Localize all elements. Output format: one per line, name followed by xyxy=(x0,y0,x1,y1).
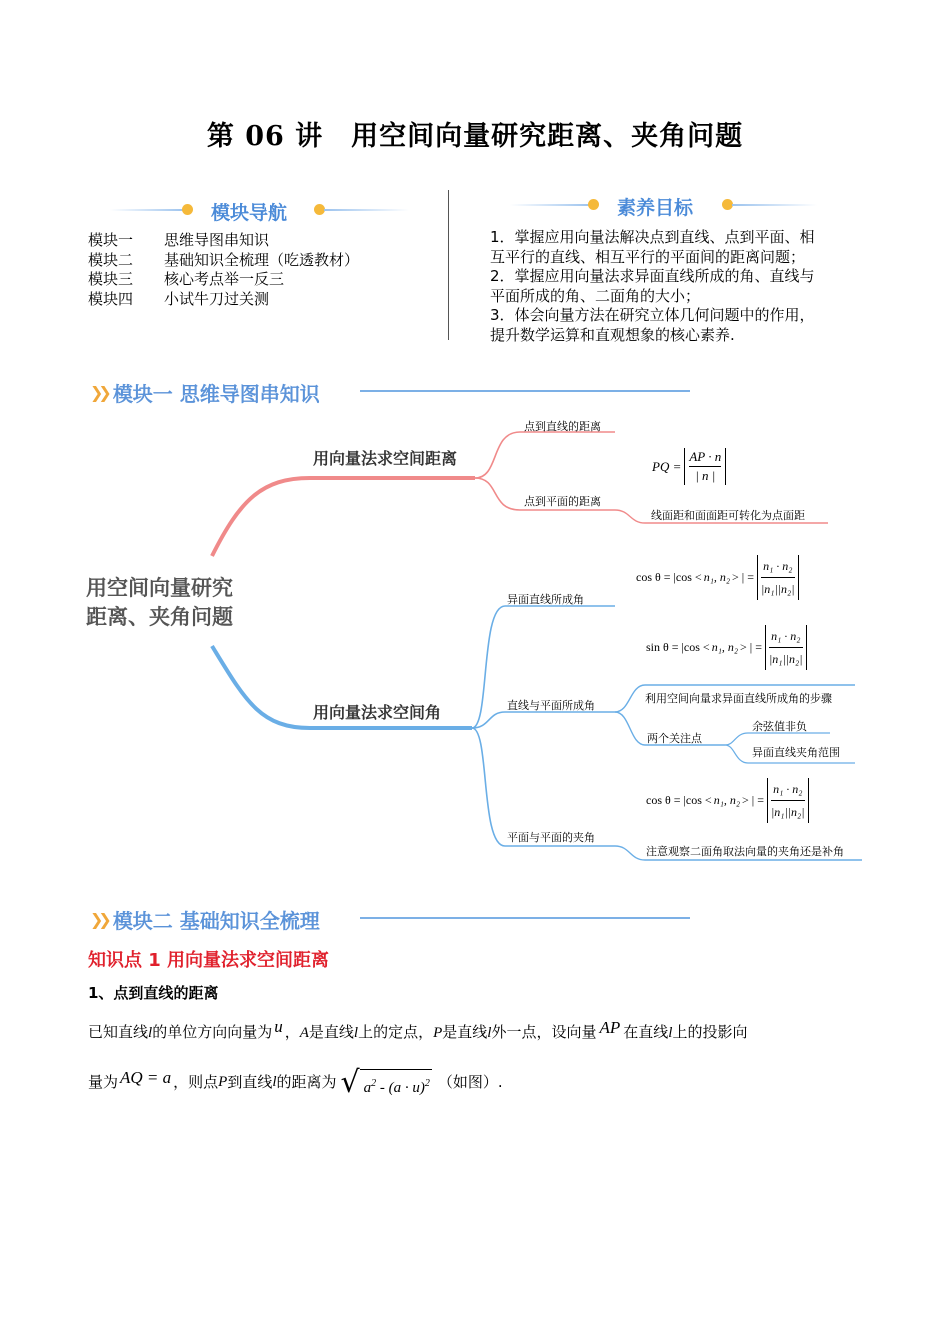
text: 上的投影向 xyxy=(672,1023,748,1041)
text: （如图）. xyxy=(437,1073,503,1091)
module1-heading-text: 模块一 思维导图串知识 xyxy=(112,382,320,406)
section-heading: 1、点到直线的距离 xyxy=(88,984,219,1002)
mindmap-plane-note: 线面距和面面距可转化为点面距 xyxy=(651,509,805,522)
nav-item-key: 模块二 xyxy=(88,250,134,269)
module1-line xyxy=(360,390,690,392)
formula-a: a xyxy=(363,1080,372,1096)
formula-abs-bar xyxy=(765,625,807,670)
text: ，则点 xyxy=(173,1073,219,1091)
text: 外一点，设向量 xyxy=(491,1023,597,1041)
goal-line: 互平行的直线、相互平行的平面间的距离问题； xyxy=(490,247,806,266)
formula-numerator: n₁ · n₂ xyxy=(769,625,803,648)
column-divider xyxy=(448,190,449,340)
mindmap-dihedral-note: 注意观察二面角取法向量的夹角还是补角 xyxy=(646,845,844,858)
module2-line xyxy=(360,917,690,919)
goals-heading: 素养目标 xyxy=(617,197,694,219)
nav-item-text: 思维导图串知识 xyxy=(164,231,270,249)
nav-list xyxy=(88,231,359,309)
var-u: u xyxy=(274,1017,283,1036)
nav-line-right xyxy=(324,209,409,211)
double-chevron-icon: ❯❯ xyxy=(90,910,107,929)
mindmap-attention2: 异面直线夹角范围 xyxy=(752,746,840,759)
formula-pq xyxy=(652,448,726,485)
formula-denominator: |n₁||n₂| xyxy=(770,805,805,819)
text: 已知直线 xyxy=(88,1023,149,1041)
module2-heading-text: 模块二 基础知识全梳理 xyxy=(112,909,320,933)
nav-item[interactable] xyxy=(88,251,359,271)
goal-line: 3．体会向量方法在研究立体几何问题中的作用， xyxy=(490,306,815,324)
nav-line-left xyxy=(110,209,185,211)
goals-line-right xyxy=(732,204,817,206)
page-title: 第 06 讲 用空间向量研究距离、夹角问题 xyxy=(206,121,744,152)
text: 量为 xyxy=(88,1073,119,1091)
formula-abs-bar xyxy=(767,778,809,823)
nav-item[interactable] xyxy=(88,231,359,251)
text: 的距离为 xyxy=(276,1073,337,1091)
formula-numerator: AP · n xyxy=(689,448,721,467)
mindmap-plane-plane-angle: 平面与平面的夹角 xyxy=(507,831,595,844)
sqrt-formula xyxy=(340,1065,432,1100)
mindmap-root-line: 用空间向量研究 xyxy=(86,576,233,600)
formula-left: cos θ = |cos < xyxy=(646,793,712,807)
knowledge-point-heading: 知识点 1 用向量法求空间距离 xyxy=(88,950,330,971)
formula-denominator: |n₁||n₂| xyxy=(768,652,803,666)
var-P: P xyxy=(433,1025,443,1041)
var-l: l xyxy=(487,1025,492,1041)
goal-line: 2．掌握应用向量法求异面直线所成的角、直线与 xyxy=(490,267,815,285)
formula-cos-skew xyxy=(636,555,799,600)
mindmap-root xyxy=(86,574,233,632)
var-l: l xyxy=(668,1025,673,1041)
nav-item[interactable] xyxy=(88,270,359,290)
formula-numerator: n₁ · n₂ xyxy=(761,555,795,578)
formula-right: > | = xyxy=(742,793,764,807)
formula-sup: 2 xyxy=(424,1078,430,1089)
formula-abs-bar xyxy=(684,448,726,485)
mindmap-edge-line-plane xyxy=(472,712,615,728)
var-l: l xyxy=(353,1025,359,1041)
formula-left: sin θ = |cos < xyxy=(646,640,710,654)
nav-item-key: 模块一 xyxy=(88,231,134,249)
mindmap-point-line: 点到直线的距离 xyxy=(524,420,601,433)
goal-line: 平面所成的角、二面角的大小； xyxy=(490,286,701,305)
mindmap-branch-angle: 用向量法求空间角 xyxy=(313,703,442,722)
mindmap-line-plane-angle: 直线与平面所成角 xyxy=(507,699,595,712)
var-l: l xyxy=(272,1074,277,1090)
formula-vectors: n₁, n₂ xyxy=(711,640,739,654)
text: 是直线 xyxy=(442,1023,488,1041)
nav-heading: 模块导航 xyxy=(211,202,288,224)
sqrt-icon: √ xyxy=(340,1065,360,1100)
double-chevron-icon: ❯❯ xyxy=(90,383,107,402)
sqrt-body xyxy=(360,1069,432,1098)
formula-vectors: n₁, n₂ xyxy=(713,793,741,807)
nav-item[interactable] xyxy=(88,290,359,310)
mindmap-edge-point-line xyxy=(475,432,615,478)
mindmap-root-line: 距离、夹角问题 xyxy=(86,605,233,629)
mindmap-attention1: 余弦值非负 xyxy=(752,720,807,733)
text: ， xyxy=(284,1023,300,1041)
nav-item-text: 小试牛刀过关测 xyxy=(164,289,270,308)
var-l: l xyxy=(148,1025,153,1041)
formula-right: > | = xyxy=(732,570,754,584)
goals-dot-left xyxy=(588,199,599,210)
var-AQ: AQ = a xyxy=(120,1068,172,1087)
nav-item-key: 模块四 xyxy=(88,289,134,308)
formula-abs-bar xyxy=(757,555,799,600)
formula-numerator: n₁ · n₂ xyxy=(771,778,805,801)
goal-line: 提升数学运算和直观想象的核心素养. xyxy=(490,325,735,344)
formula-mid: - (a · u) xyxy=(379,1080,425,1096)
formula-sup: 2 xyxy=(371,1078,377,1089)
formula-sin xyxy=(646,625,807,670)
mindmap-skew-angle: 异面直线所成角 xyxy=(507,593,584,606)
formula-cos-dihedral xyxy=(646,778,809,823)
text: 到直线 xyxy=(227,1073,273,1091)
text: 上的定点， xyxy=(358,1023,434,1041)
formula-left: cos θ = |cos < xyxy=(636,570,702,584)
nav-item-key: 模块三 xyxy=(88,270,134,288)
goals-list xyxy=(490,228,870,345)
formula-right: > | = xyxy=(740,640,762,654)
mindmap-branch-distance: 用向量法求空间距离 xyxy=(313,449,458,468)
var-AP: AP xyxy=(599,1018,621,1037)
formula-pq-label: PQ = xyxy=(652,458,682,474)
paragraph-line xyxy=(88,1065,868,1100)
nav-item-text: 基础知识全梳理（吃透教材） xyxy=(164,250,360,269)
mindmap-attention: 两个关注点 xyxy=(647,732,702,745)
text: 在直线 xyxy=(623,1023,669,1041)
formula-vectors: n₁, n₂ xyxy=(703,570,731,584)
paragraph-line xyxy=(88,1018,868,1047)
var-A: A xyxy=(299,1025,309,1041)
var-P: P xyxy=(218,1074,228,1090)
mindmap-edge-distance xyxy=(212,478,475,556)
module2-heading xyxy=(90,905,320,934)
nav-item-text: 核心考点举一反三 xyxy=(164,270,285,288)
mindmap-point-plane: 点到平面的距离 xyxy=(524,495,601,508)
text: 是直线 xyxy=(308,1023,354,1041)
goal-line: 1．掌握应用向量法解决点到直线、点到平面、相 xyxy=(490,228,815,246)
text: 的单位方向向量为 xyxy=(152,1023,273,1041)
formula-denominator: |n₁||n₂| xyxy=(760,582,795,596)
nav-dot-left xyxy=(182,204,193,215)
mindmap-line-plane-note: 利用空间向量求异面直线所成角的步骤 xyxy=(645,692,832,705)
formula-denominator: | n | xyxy=(695,468,716,483)
goals-line-left xyxy=(510,204,590,206)
